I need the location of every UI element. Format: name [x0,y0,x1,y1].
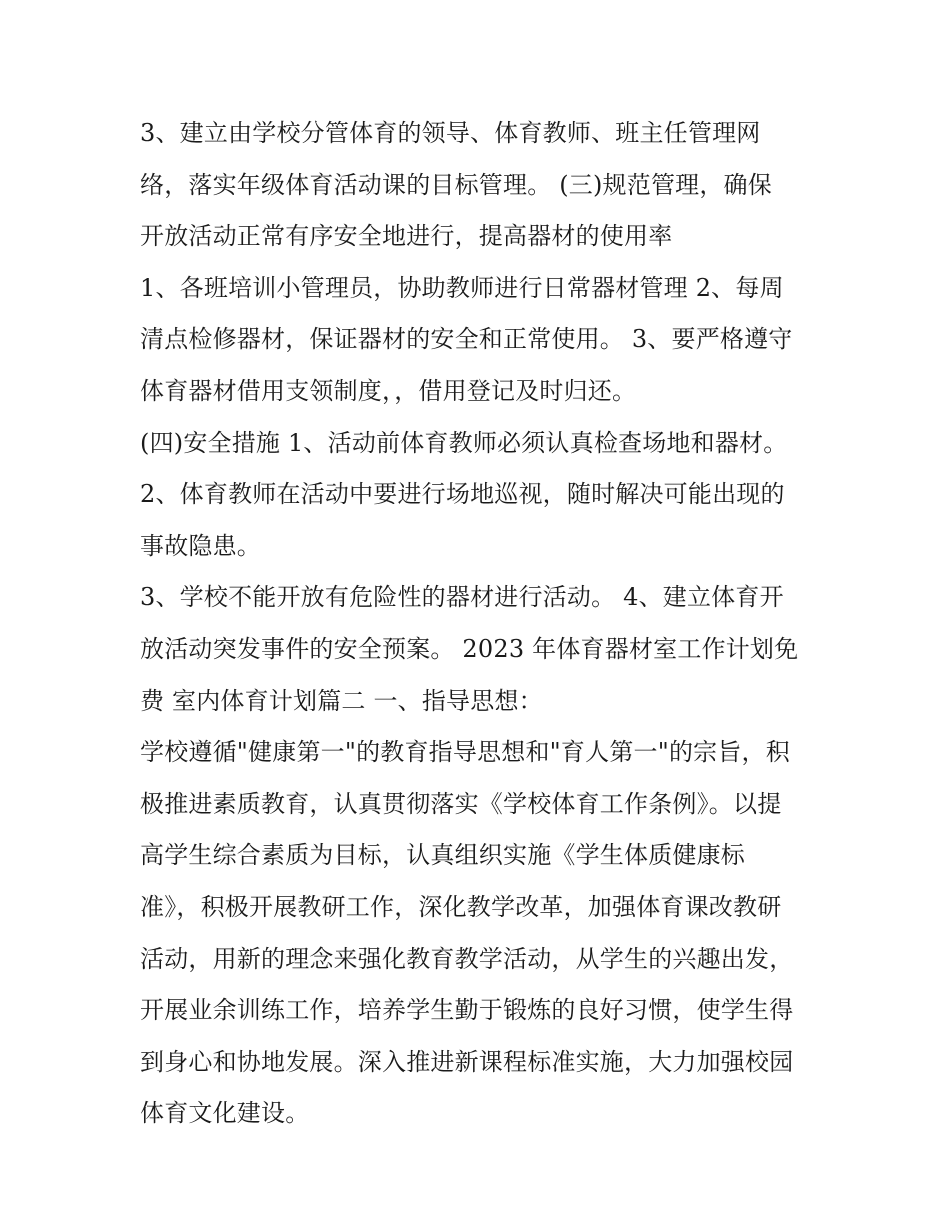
text-line: 高学生综合素质为目标，认真组织实施《学生体质健康标 [140,841,745,870]
text-line: (四)安全措施 1、活动前体育教师必须认真检查场地和器材。 [140,428,788,457]
text-line: 2、体育教师在活动中要进行场地巡视，随时解决可能出现的 [140,480,785,509]
text-line: 费 室内体育计划篇二 一、指导思想： [140,686,543,715]
text-line: 放活动突发事件的安全预案。 2023 年体育器材室工作计划免 [140,634,799,663]
text-line: 清点检修器材，保证器材的安全和正常使用。 3、要严格遵守 [140,325,793,354]
text-line: 事故隐患。 [140,531,261,560]
text-line: 准》，积极开展教研工作，深化教学改革，加强体育课改教研 [140,892,782,921]
text-line: 体育文化建设。 [140,1099,310,1128]
text-line: 体育器材借用支领制度，，借用登记及时归还。 [140,376,637,405]
text-line: 到身心和协地发展。深入推进新课程标准实施，大力加强校园 [140,1047,794,1076]
text-line: 学校遵循"健康第一"的教育指导思想和"育人第一"的宗旨，积 [140,738,790,767]
document-body [140,108,840,1140]
text-line: 3、学校不能开放有危险性的器材进行活动。 4、建立体育开 [140,583,784,612]
text-line: 3、建立由学校分管体育的领导、体育教师、班主任管理网 [140,119,761,147]
text-line: 开放活动正常有序安全地进行，提高器材的使用率 [140,222,673,251]
text-line: 1、各班培训小管理员，协助教师进行日常器材管理 2、每周 [140,273,784,302]
text-line: 极推进素质教育，认真贯彻落实《学校体育工作条例》。以提 [140,789,782,818]
text-line: 开展业余训练工作，培养学生勤于锻炼的良好习惯，使学生得 [140,996,794,1025]
text-line: 络，落实年级体育活动课的目标管理。 (三)规范管理，确保 [140,170,772,199]
text-line: 活动，用新的理念来强化教育教学活动，从学生的兴趣出发， [140,944,794,973]
